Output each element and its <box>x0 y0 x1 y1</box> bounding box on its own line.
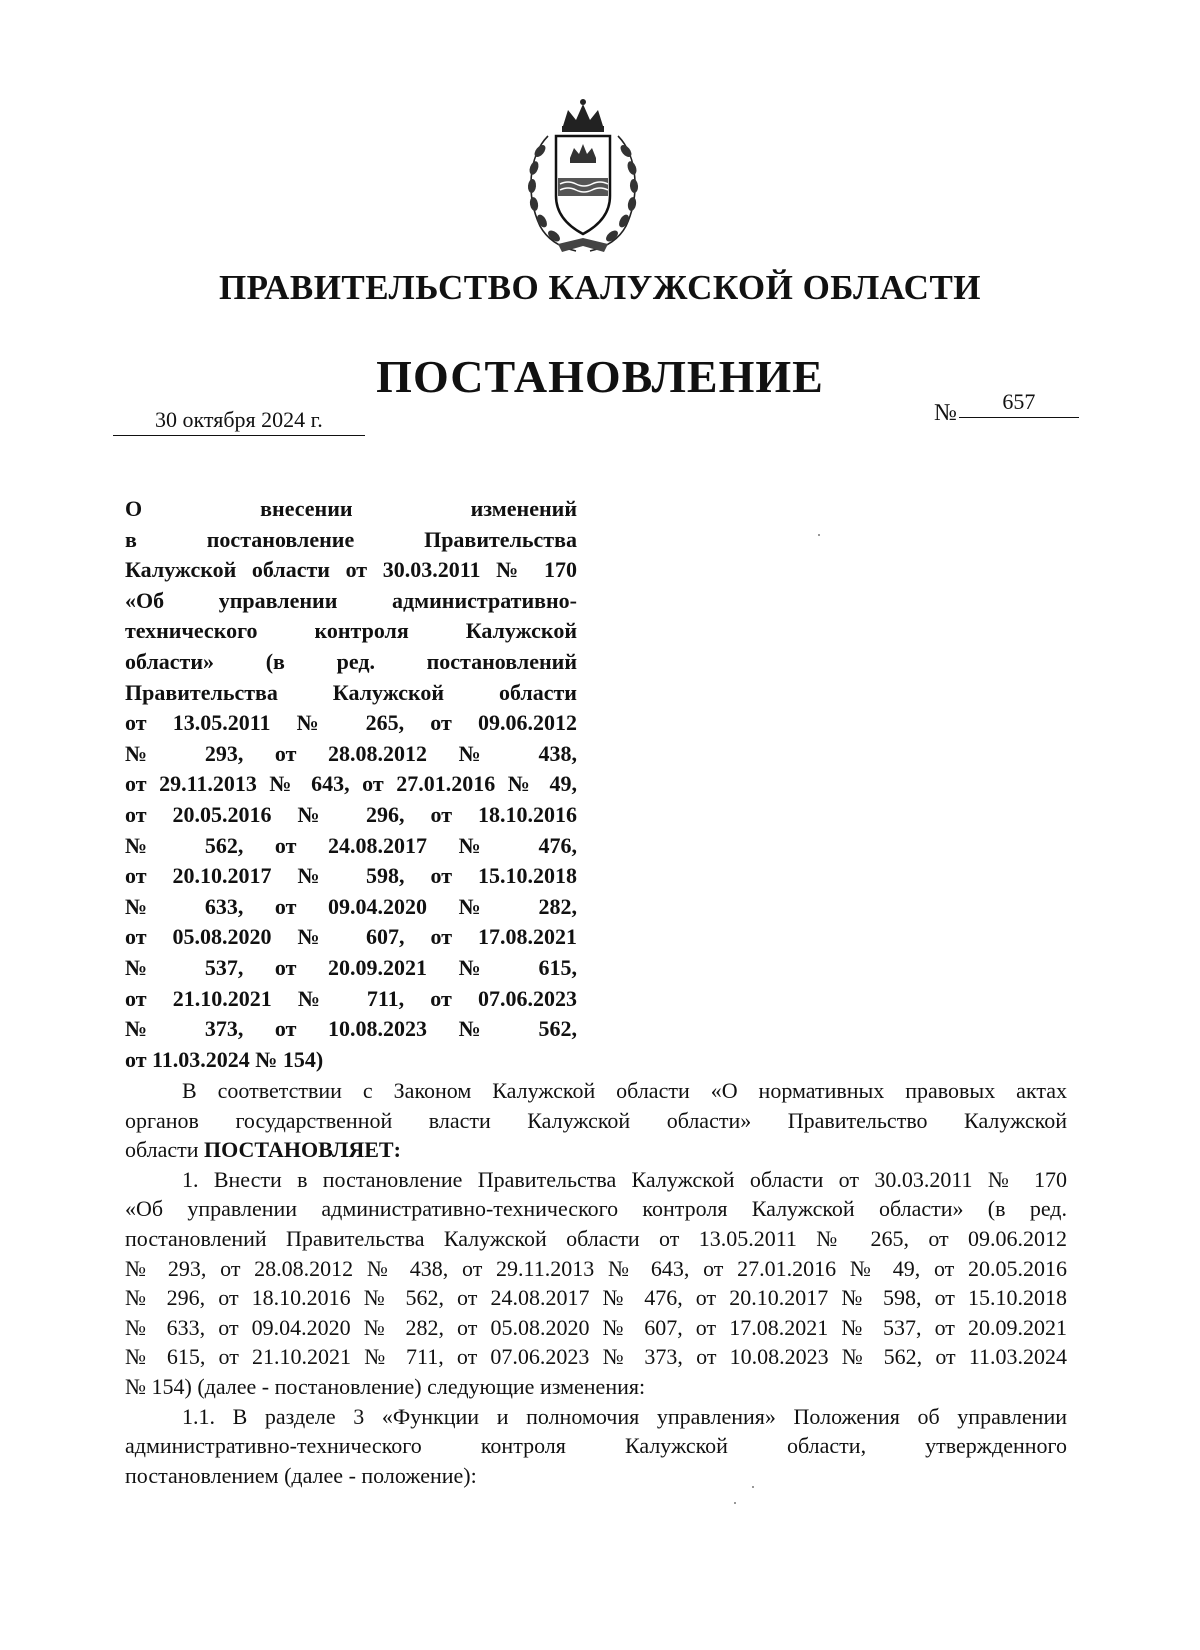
scan-speck <box>734 1502 736 1504</box>
subject-line: Правительства Калужской области <box>125 679 577 705</box>
document-number-field <box>934 389 1079 428</box>
document-body <box>125 1076 1067 1490</box>
body-line: 1.1. В разделе 3 «Функции и полномочия управления» Положения об управлении <box>182 1403 1067 1429</box>
body-line: № 633, от 09.04.2020 № 282, от 05.08.2020 № 607, от 17.08.2021 № 537, от 20.09.2021 <box>125 1314 1067 1340</box>
subject-line: от 13.05.2011 № 265, от 09.06.2012 <box>125 710 577 736</box>
body-line: № 154) (далее - постановление) следующие изменения: <box>125 1373 646 1399</box>
subject-line: О внесении изменений <box>125 496 577 521</box>
subject-line: от 21.10.2021 № 711, от 07.06.2023 <box>125 985 577 1011</box>
body-line <box>125 1135 1067 1165</box>
body-line: «Об управлении административно-технического контроля Калужской области» (в ред. <box>125 1196 1067 1222</box>
subject-line: технического контроля Калужской <box>125 618 577 644</box>
document-subject <box>125 494 577 1075</box>
subject-line: от 20.10.2017 № 598, от 15.10.2018 <box>125 863 577 889</box>
subject-line: № 562, от 24.08.2017 № 476, <box>125 832 577 858</box>
body-line: № 296, от 18.10.2016 № 562, от 24.08.2017 № 476, от 20.10.2017 № 598, от 15.10.2018 <box>125 1285 1067 1311</box>
document-date-field <box>113 405 365 436</box>
subject-line: № 537, от 20.09.2021 № 615, <box>125 954 577 980</box>
item-1-1-paragraph <box>125 1402 1067 1491</box>
subject-line: № 293, от 28.08.2012 № 438, <box>125 740 577 766</box>
body-line: № 615, от 21.10.2021 № 711, от 07.06.2023 № 373, от 10.08.2023 № 562, от 11.03.2024 <box>125 1344 1067 1370</box>
subject-line: области» (в ред. постановлений <box>125 648 577 674</box>
preamble-prefix: области <box>125 1137 205 1163</box>
document-type-heading: ПОСТАНОВЛЕНИЕ <box>376 351 824 402</box>
subject-line: от 29.11.2013 № 643, от 27.01.2016 № 49, <box>125 771 577 797</box>
subject-line: «Об управлении административно- <box>125 587 577 613</box>
preamble-paragraph <box>125 1076 1067 1165</box>
subject-line: № 373, от 10.08.2023 № 562, <box>125 1016 577 1042</box>
subject-line: № 633, от 09.04.2020 № 282, <box>125 893 577 919</box>
kaluga-coat-of-arms-icon <box>518 96 648 256</box>
scan-speck <box>752 1486 754 1488</box>
body-line: органов государственной власти Калужской области» Правительство Калужской <box>125 1107 1067 1133</box>
body-line: административно-технического контроля Калужской области, утвержденного <box>125 1433 1067 1459</box>
body-line: 1. Внести в постановление Правительства Калужской области от 30.03.2011 № 170 <box>182 1166 1067 1192</box>
scan-speck <box>818 534 820 536</box>
body-line: № 293, от 28.08.2012 № 438, от 29.11.2013 № 643, от 27.01.2016 № 49, от 20.05.2016 <box>125 1255 1067 1281</box>
number-sign: № <box>934 400 957 426</box>
body-line: В соответствии с Законом Калужской области «О нормативных правовых актах <box>182 1078 1067 1103</box>
government-title: ПРАВИТЕЛЬСТВО КАЛУЖСКОЙ ОБЛАСТИ <box>218 268 982 307</box>
document-number: 657 <box>959 387 1079 418</box>
document-date: 30 октября 2024 г. <box>155 407 323 432</box>
subject-line: в постановление Правительства <box>125 526 577 552</box>
body-line: постановлений Правительства Калужской области от 13.05.2011 № 265, от 09.06.2012 <box>125 1225 1067 1251</box>
subject-line: от 20.05.2016 № 296, от 18.10.2016 <box>125 801 577 827</box>
subject-line: Калужской области от 30.03.2011 № 170 <box>125 557 577 583</box>
item-1-paragraph <box>125 1165 1067 1402</box>
subject-line: от 11.03.2024 № 154) <box>125 1046 324 1072</box>
resolves-keyword: ПОСТАНОВЛЯЕТ: <box>204 1137 401 1163</box>
subject-line: от 05.08.2020 № 607, от 17.08.2021 <box>125 924 577 950</box>
body-line: постановлением (далее - положение): <box>125 1462 477 1488</box>
